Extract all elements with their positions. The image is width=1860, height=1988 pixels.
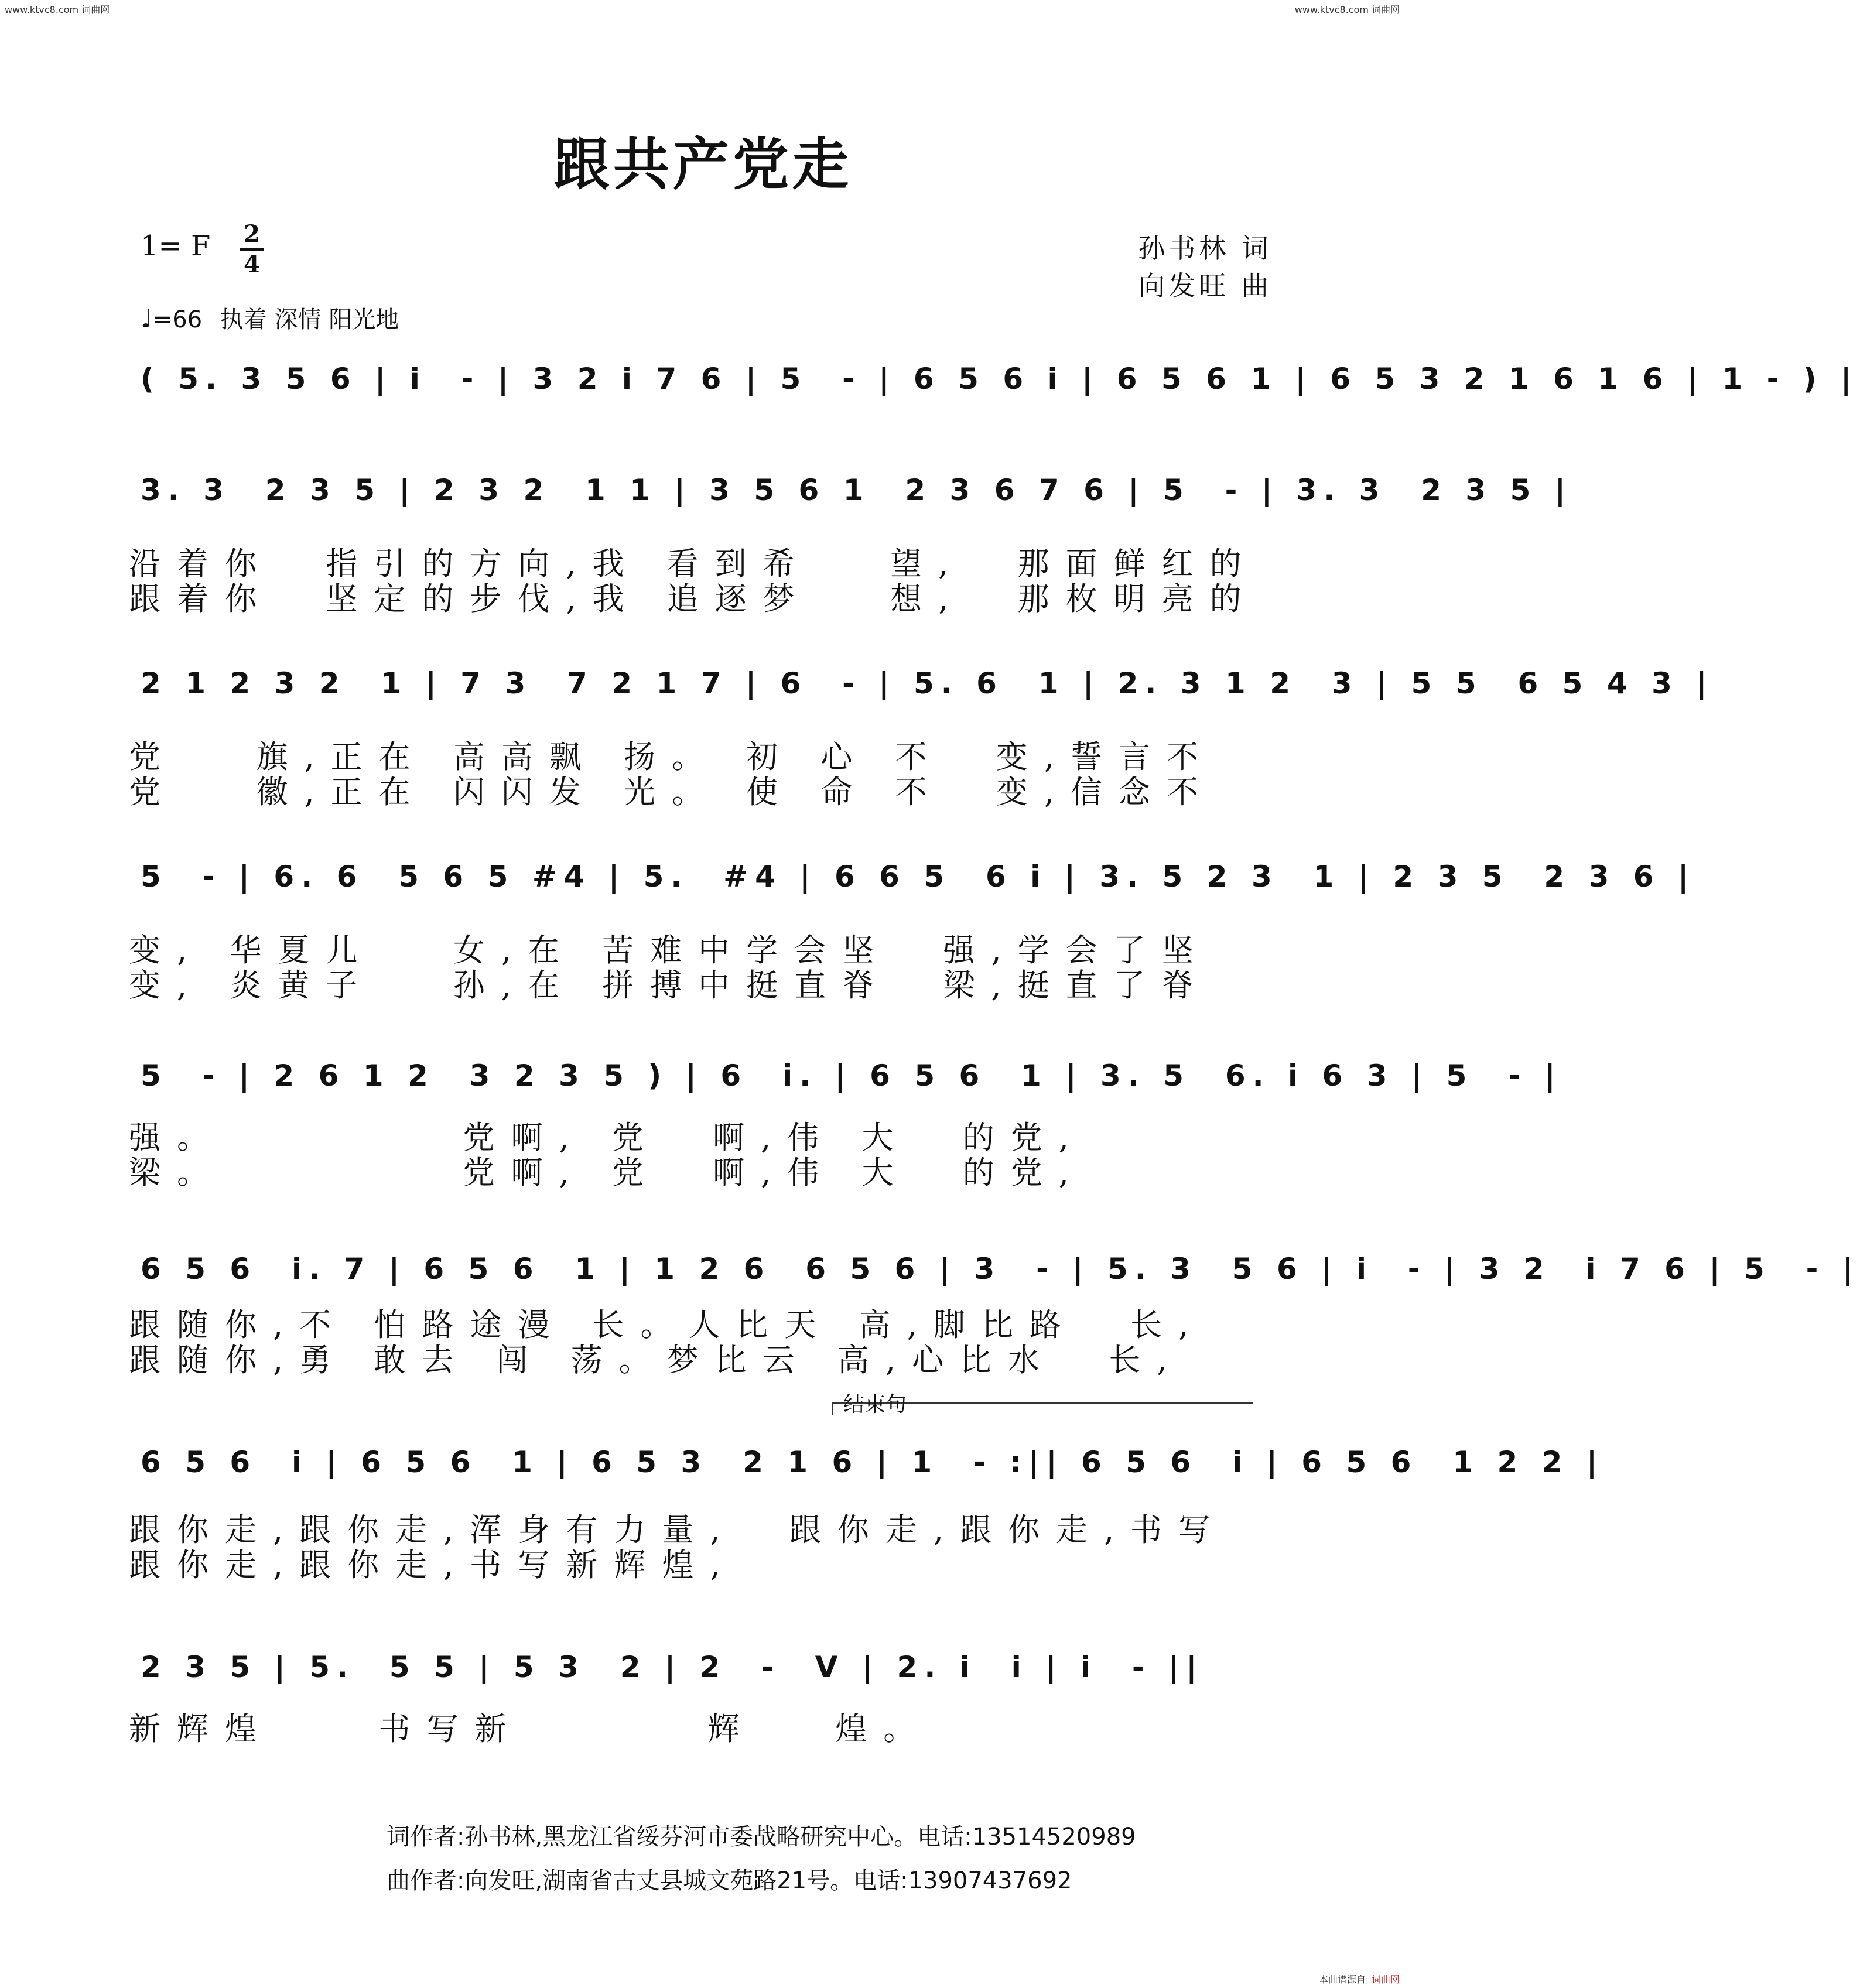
tempo-bpm: =66 <box>152 306 203 333</box>
lyrics-verse-2: 党 徽,正在 闪闪发 光。 使 命 不 变,信念不 <box>129 774 1215 810</box>
footer-source-text: 本曲谱源自 <box>1318 1974 1366 1985</box>
score-system-1 <box>0 345 1859 416</box>
notation-line: 6 5 6 i | 6 5 6 1 | 6 5 3 2 1 6 | 1 - :|| 6 5 6 i | 6 5 6 1 2 2 | <box>141 1445 1605 1479</box>
time-signature <box>240 221 264 278</box>
notation-line: 3. 3 2 3 5 | 2 3 2 1 1 | 3 5 6 1 2 3 6 7 6 | 5 - | 3. 3 2 3 5 | <box>141 473 1573 507</box>
notation-line: 6 5 6 i. 7 | 6 5 6 1 | 1 2 6 6 5 6 | 3 - | 5. 3 5 6 | i - | 3 2 i 7 6 | 5 - | <box>141 1252 1860 1286</box>
lyrics-verse-1: 沿着你 指引的方向,我 看到希 望, 那面鲜红的 <box>129 545 1258 582</box>
footer-brand: 词曲网 <box>1371 1974 1400 1985</box>
song-title: 跟共产党走 <box>553 132 852 197</box>
composer-info: 曲作者:向发旺,湖南省古丈县城文苑路21号。电话:13907437692 <box>387 1867 1072 1894</box>
score-system-4 <box>0 843 1696 913</box>
ending-label: 结束句 <box>843 1392 907 1416</box>
composer-credit: 向发旺 曲 <box>1138 270 1272 302</box>
score-system-2 <box>0 457 1573 527</box>
lyrics-verse-2: 跟你走,跟你走,书写新辉煌, <box>129 1546 737 1583</box>
tempo-marking <box>141 301 399 334</box>
quarter-note-icon: ♩ <box>141 304 153 334</box>
lyrics-verse-2: 跟着你 坚定的步伐,我 追逐梦 想, 那枚明亮的 <box>129 580 1258 617</box>
score-system-8 <box>0 1634 1406 1704</box>
lyrics-verse-1: 变, 华夏儿 女,在 苦难中学会坚 强,学会了坚 <box>129 932 1210 969</box>
lyrics-verse-2: 梁。 党啊, 党 啊,伟 大 的党, <box>129 1154 1085 1191</box>
notation-line: 2 3 5 | 5. 5 5 | 5 3 2 | 2 - V | 2. i i | i - || <box>141 1650 1204 1684</box>
key-signature: 1= F <box>141 230 211 262</box>
time-signature-bottom: 4 <box>244 251 260 278</box>
lyricist-credit: 孙书林 词 <box>1138 232 1272 264</box>
header-url-right: www.ktvc8.com 词曲网 <box>1294 4 1400 15</box>
notation-line: ( 5. 3 5 6 | i - | 3 2 i 7 6 | 5 - | 6 5 6 i | 6 5 6 1 | 6 5 3 2 1 6 1 6 | 1 - ) | <box>141 362 1859 396</box>
score-system-7 <box>0 1429 1605 1499</box>
score-system-5 <box>0 1042 1562 1113</box>
lyrics-verse-1: 跟随你,不 怕路途漫 长。人比天 高,脚比路 长, <box>129 1306 1205 1343</box>
notation-line: 5 - | 2 6 1 2 3 2 3 5 ) | 6 i. | 6 5 6 1 | 3. 5 6. i 6 3 | 5 - | <box>141 1059 1562 1093</box>
time-signature-top: 2 <box>244 220 260 248</box>
lyricist-info: 词作者:孙书林,黑龙江省绥芬河市委战略研究中心。电话:13514520989 <box>387 1823 1136 1850</box>
lyrics-verse-1: 强。 党啊, 党 啊,伟 大 的党, <box>129 1119 1085 1156</box>
lyrics-verse-2: 跟随你,勇 敢去 闯 荡。梦比云 高,心比水 长, <box>129 1342 1184 1378</box>
credits <box>1138 230 1272 304</box>
footer-corner-mark <box>1319 1972 1400 1986</box>
lyrics-verse-1: 新辉煌 书写新 辉 煌。 <box>129 1710 932 1747</box>
notation-line: 5 - | 6. 6 5 6 5 #4 | 5. #4 | 6 6 5 6 i | 3. 5 2 3 1 | 2 3 5 2 3 6 | <box>141 860 1696 894</box>
score-system-3 <box>0 650 1714 720</box>
notation-line: 2 1 2 3 2 1 | 7 3 7 2 1 7 | 6 - | 5. 6 1 | 2. 3 1 2 3 | 5 5 6 5 4 3 | <box>141 666 1714 700</box>
ending-bracket-tick <box>832 1402 833 1415</box>
score-system-6 <box>0 1236 1860 1306</box>
lyrics-verse-1: 党 旗,正在 高高飘 扬。 初 心 不 变,誓言不 <box>129 738 1215 775</box>
header-url-left: www.ktvc8.com 词曲网 <box>5 4 110 15</box>
lyrics-verse-1: 跟你走,跟你走,浑身有力量, 跟你走,跟你走,书写 <box>129 1511 1227 1548</box>
lyrics-verse-2: 变, 炎黄子 孙,在 拼搏中挺直脊 梁,挺直了脊 <box>129 967 1210 1004</box>
tempo-expression: 执着 深情 阳光地 <box>220 306 399 333</box>
